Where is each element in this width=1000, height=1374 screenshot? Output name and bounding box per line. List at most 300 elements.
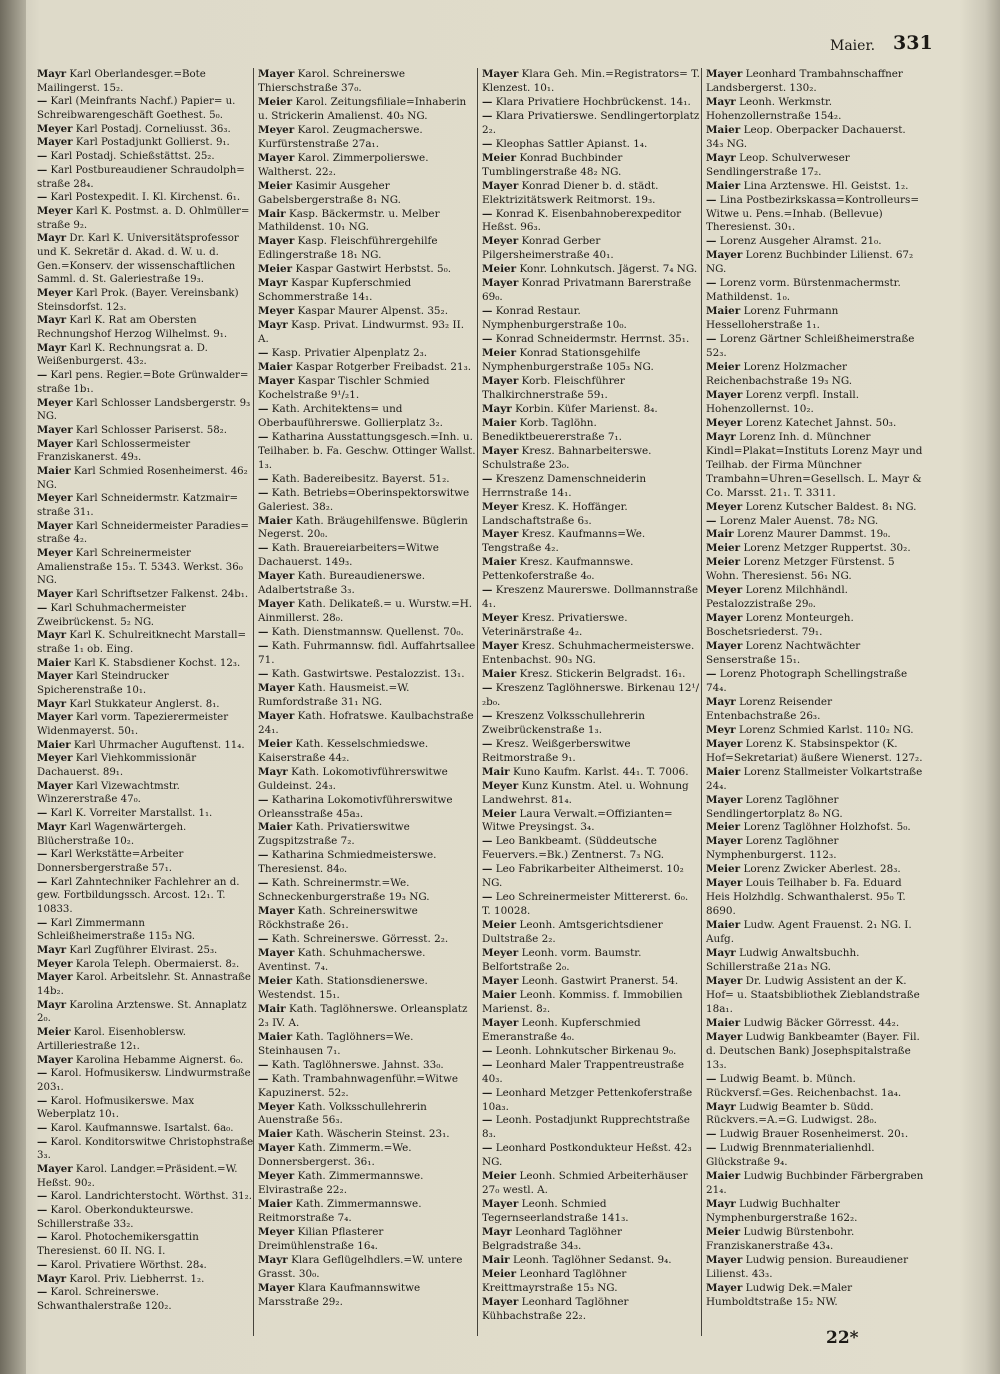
entry-details: Kath. Wäscherin Steinst. 23₁. — [295, 1128, 450, 1141]
entry-details: Karl Postbureaudiener Schraudolph= straße 28₄. — [37, 164, 245, 190]
entry-surname: — — [706, 1072, 717, 1085]
entry-details: Karl Steindrucker Spicherenstraße 10₁. — [37, 671, 169, 696]
entry-details: Kath. Volksschullehrerin Auenstraße 56₃. — [258, 1100, 427, 1127]
entry-details: Kath. Delikateß.= u. Wurstw.=H. Ainmillerst. 28₀. — [258, 598, 473, 625]
directory-entry — [482, 1142, 700, 1170]
directory-entry — [37, 1204, 255, 1231]
directory-entry — [482, 989, 700, 1017]
entry-surname: — — [37, 1135, 48, 1148]
entry-surname: Mayer — [706, 1281, 743, 1294]
entry-details: Ludwig Bankbeamter (Bayer. Fil. d. Deutschen Bank) Josephspitalstraße 13₃. — [706, 1030, 920, 1071]
entry-surname: Meyer — [258, 1226, 295, 1239]
directory-entry — [706, 194, 924, 236]
entry-details: Karl Oberlandesger.=Bote Mailingerst. 15₂. — [37, 69, 206, 94]
directory-entry — [482, 180, 700, 208]
entry-details: Katharina Schmiedmeisterswe. Theresienst. 84₀. — [258, 849, 437, 876]
directory-entry — [706, 515, 924, 529]
entry-surname: — — [706, 667, 717, 680]
entry-surname: Meyer — [482, 235, 519, 248]
entry-details: Ludwig Buchbinder Färbergraben 21₄. — [706, 1170, 924, 1197]
entry-surname: Mayer — [706, 793, 743, 806]
directory-entry — [706, 835, 924, 863]
entry-details: Karol. Landrichterstocht. Wörthst. 31₂. — [50, 1191, 252, 1203]
entry-surname: — — [258, 486, 269, 499]
directory-entry — [706, 235, 924, 249]
directory-entry — [706, 277, 924, 305]
entry-surname: — — [482, 891, 493, 904]
entry-surname: Meier — [706, 542, 741, 555]
directory-entry — [706, 1226, 924, 1254]
entry-surname: Mayer — [706, 1254, 743, 1267]
entry-details: Klara Privatiere Hochbrückenst. 14₁. — [495, 95, 691, 108]
entry-details: Lorenz Zwicker Aberlest. 28₃. — [743, 863, 901, 876]
directory-entry — [706, 766, 924, 794]
entry-surname: Mayer — [482, 374, 519, 387]
entry-details: Leo Schreinermeister Mittererst. 6₀. T. 10028. — [482, 891, 689, 918]
entry-surname: Mayr — [258, 319, 288, 332]
entry-surname: Mayer — [706, 68, 743, 80]
entry-surname: Mayr — [706, 695, 736, 708]
entry-surname: Meier — [37, 1026, 71, 1039]
directory-entry — [482, 347, 700, 375]
entry-surname: Meyer — [706, 416, 743, 429]
entry-surname: Mayer — [37, 971, 73, 984]
entry-details: Konrad Privatmann Barerstraße 69₀. — [482, 277, 692, 304]
directory-entry — [258, 626, 476, 640]
entry-details: Katharina Ausstattungsgesch.=Inh. u. Teilhaber. b. Fa. Geschw. Ottinger Wallst. 1₃. — [258, 430, 476, 471]
entry-surname: Mayr — [706, 430, 736, 443]
entry-surname: Meyer — [37, 122, 73, 135]
entry-details: Kath. Zimmermannswe. Reitmorstraße 7₄. — [258, 1198, 422, 1225]
directory-entry — [37, 876, 255, 917]
book-gutter — [0, 0, 26, 1374]
directory-entry — [706, 1170, 924, 1198]
directory-entry — [258, 905, 476, 933]
entry-details: Karl Schriftsetzer Falkenst. 24b₁. — [75, 589, 249, 601]
entry-details: Lina Arztenswe. Hl. Geistst. 1₂. — [743, 179, 909, 192]
directory-entry — [706, 738, 924, 766]
entry-details: Konrad Schneidermstr. Herrnst. 35₁. — [495, 333, 690, 346]
entry-surname: — — [37, 1231, 48, 1244]
entry-details: Kresz. Weißgerberswitwe Reitmorstraße 9₁. — [482, 737, 631, 764]
entry-surname: Meyer — [258, 305, 295, 318]
entry-details: Kreszenz Maurerswe. Dollmannstraße 4₁. — [482, 584, 699, 611]
entry-details: Karl K. Postmst. a. D. Ohlmüller= straße 9₂. — [37, 205, 250, 231]
entry-surname: Meyer — [482, 947, 519, 960]
entry-details: Karl Vizewachtmstr. Winzererstraße 47₀. — [37, 780, 180, 806]
entry-surname: Meier — [706, 863, 741, 876]
directory-entry — [706, 124, 924, 152]
entry-surname: Mayr — [482, 402, 512, 415]
entry-details: Ludwig Anwaltsbuchh. Schillerstraße 21a₃ NG. — [706, 947, 860, 973]
entry-details: Karol. Kaufmannswe. Isartalst. 6a₀. — [50, 1122, 234, 1134]
entry-surname: Mayer — [706, 1030, 743, 1043]
directory-entry — [258, 1170, 476, 1198]
entry-details: Lorenz Gärtner Schleißheimerstraße 52₃. — [706, 333, 915, 360]
directory-entry — [37, 150, 255, 164]
entry-details: Karl Wagenwärtergeh. Blücherstraße 10₂. — [37, 821, 187, 847]
entry-details: Karola Teleph. Obermaierst. 8₂. — [75, 958, 240, 970]
entry-surname: Meier — [482, 919, 517, 932]
entry-details: Karol. Landger.=Präsident.=W. Heßst. 90₂. — [37, 1164, 238, 1189]
entry-surname: Meyer — [482, 500, 519, 513]
entry-details: Kath. Bureaudienerswe. Adalbertstraße 3₃. — [258, 570, 426, 597]
entry-details: Kunz Kunstm. Atel. u. Wohnung Landwehrst. 81₄. — [482, 779, 689, 806]
entry-surname: Maier — [258, 1128, 293, 1141]
directory-entry — [258, 570, 476, 598]
entry-surname: — — [482, 137, 493, 150]
entry-surname: — — [37, 1286, 48, 1299]
directory-entry — [258, 403, 476, 431]
directory-entry — [258, 347, 476, 361]
entry-details: Karl Schneidermeister Paradies= straße 4₂. — [37, 520, 249, 546]
directory-entry — [258, 682, 476, 710]
entry-surname: Mayer — [258, 235, 295, 248]
directory-entry — [482, 863, 700, 891]
entry-surname: Mayer — [258, 1142, 295, 1155]
entry-details: Kath. Schreinerswe. Görresst. 2₂. — [271, 933, 449, 946]
directory-entry — [482, 473, 700, 501]
entry-details: Lorenz Nachtwächter Senserstraße 15₁. — [706, 640, 861, 667]
entry-details: Kresz. Stickerin Belgradst. 16₁. — [519, 667, 686, 680]
entry-surname: Mayr — [37, 341, 67, 354]
directory-entry — [706, 180, 924, 194]
entry-details: Klara Geflügelhdlers.=W. untere Grasst. 30₀. — [258, 1254, 463, 1280]
entry-details: Kresz. Kaufmannswe. Pettenkoferstraße 4₀. — [482, 556, 634, 583]
entry-details: Karol. Priv. Liebherrst. 1₂. — [69, 1273, 205, 1285]
directory-entry — [706, 1282, 924, 1310]
entry-details: Lorenz vorm. Bürstenmachermstr. Mathildenst. 1₀. — [706, 277, 901, 304]
directory-entry — [706, 696, 924, 724]
entry-details: Ludwig Beamter b. Südd. Rückvers.=A.=G. Ludwigst. 28₀. — [706, 1100, 877, 1127]
entry-surname: Meyer — [706, 584, 743, 597]
directory-entry — [706, 389, 924, 417]
directory-entry — [37, 821, 255, 848]
entry-details: Dr. Karl K. Universitätsprofessor und K. Sekretär d. Akad. d. W. u. d. Gen.=Konserv. der wissenschaftlichen Samml. d. St. Galeriestraße 19₃. — [37, 233, 239, 286]
entry-surname: Mayer — [706, 249, 743, 262]
entry-details: Lorenz Ausgeher Alramst. 21₀. — [719, 235, 882, 248]
entry-details: Karl pens. Regier.=Bote Grünwalder= straße 1b₁. — [37, 370, 249, 395]
entry-surname: — — [258, 793, 269, 806]
directory-entry — [706, 640, 924, 668]
directory-entry — [706, 501, 924, 515]
directory-entry — [37, 944, 255, 958]
entry-details: Ludwig pension. Bureaudiener Lilienst. 43₃. — [706, 1254, 909, 1280]
printer-signature: 22* — [826, 1328, 859, 1348]
directory-entry — [258, 1031, 476, 1059]
entry-surname: — — [482, 681, 493, 694]
entry-details: Kath. Hausmeist.=W. Rumfordstraße 31₁ NG. — [258, 681, 410, 708]
directory-entry — [706, 584, 924, 612]
directory-entry — [37, 520, 255, 547]
entry-details: Lorenz Schmied Karlst. 110₂ NG. — [738, 723, 914, 736]
directory-entry — [37, 958, 255, 972]
directory-entry — [258, 1101, 476, 1129]
directory-entry — [706, 612, 924, 640]
entry-surname: Meier — [706, 1226, 741, 1239]
directory-entry — [482, 333, 700, 347]
entry-surname: Mayer — [37, 588, 73, 601]
entry-surname: Mayr — [706, 1100, 736, 1113]
directory-entry — [37, 342, 255, 369]
entry-surname: Mayr — [37, 68, 67, 80]
directory-entry — [37, 1067, 255, 1094]
entry-details: Konrad Diener b. d. städt. Elektrizitätswerk Reitmorst. 19₃. — [482, 179, 659, 206]
entry-details: Karol. Hofmusikersw. Lindwurmstraße 203₁. — [37, 1068, 251, 1093]
entry-details: Kasimir Ausgeher Gabelsbergerstraße 8₁ NG. — [258, 179, 401, 206]
entry-surname: Mayr — [37, 232, 67, 245]
entry-surname: — — [258, 542, 269, 555]
directory-entry — [258, 1254, 476, 1282]
directory-column-1 — [37, 68, 255, 1314]
entry-surname: Mayr — [258, 277, 288, 290]
entry-surname: — — [37, 1094, 48, 1107]
entry-details: Leonhard Metzger Pettenkoferstraße 10a₃. — [482, 1086, 693, 1113]
entry-surname: — — [258, 1058, 269, 1071]
entry-surname: Meier — [482, 1170, 517, 1183]
entry-surname: Mayer — [258, 151, 295, 164]
directory-entry — [37, 807, 255, 821]
entry-details: Lorenz Fuhrmann Hesselloherstraße 1₁. — [706, 305, 839, 332]
entry-surname: Meier — [482, 263, 517, 276]
entry-details: Karl Werkstätte=Arbeiter Donnersbergerstraße 57₁. — [37, 849, 184, 874]
entry-details: Kath. Dienstmannsw. Quellenst. 70₀. — [271, 626, 464, 639]
entry-surname: — — [258, 849, 269, 862]
entry-details: Lorenz Taglöhner Nymphenburgerst. 112₃. — [706, 835, 839, 862]
entry-details: Kath. Gastwirtswe. Pestalozzist. 13₁. — [271, 667, 465, 680]
directory-entry — [258, 849, 476, 877]
entry-details: Lorenz Holzmacher Reichenbachstraße 19₃ NG. — [706, 361, 853, 387]
entry-details: Kath. Brauereiarbeiters=Witwe Dachauerst. 149₃. — [258, 542, 439, 569]
entry-surname: Mayr — [706, 947, 736, 960]
directory-entry — [258, 124, 476, 152]
entry-surname: — — [482, 333, 493, 346]
entry-surname: — — [706, 1142, 717, 1155]
directory-entry — [706, 1198, 924, 1226]
directory-entry — [482, 766, 700, 780]
entry-details: Leonh. Schmied Tegernseerlandstraße 141₃. — [482, 1198, 629, 1225]
entry-surname: — — [37, 1121, 48, 1134]
entry-surname: Meier — [258, 737, 293, 750]
entry-details: Konrad Buchbinder Tumblingerstraße 48₂ NG. — [482, 151, 623, 178]
entry-surname: — — [482, 1114, 493, 1127]
entry-surname: Mayr — [258, 765, 288, 778]
entry-details: Kaspar Tischler Schmied Kochelstraße 9¹/₂1. — [258, 374, 430, 401]
entry-surname: Mayr — [706, 151, 736, 164]
entry-surname: — — [482, 305, 493, 318]
directory-entry — [482, 235, 700, 263]
entry-surname: Mayer — [258, 374, 295, 387]
entry-details: Laura Verwalt.=Offizianten= Witwe Preysingst. 3₄. — [482, 807, 673, 834]
entry-surname: Mayer — [482, 179, 519, 192]
page-number: 331 — [893, 32, 933, 54]
entry-details: Lorenz Maurer Dammst. 19₀. — [736, 528, 891, 541]
entry-details: Leop. Oberpacker Dachauerst. 34₃ NG. — [706, 123, 906, 150]
directory-entry — [706, 96, 924, 124]
entry-details: Leonhard Taglöhner Belgradstraße 34₃. — [482, 1226, 622, 1253]
directory-entry — [258, 668, 476, 682]
directory-entry — [258, 208, 476, 236]
entry-details: Kath. Hofratswe. Kaulbachstraße 24₁. — [258, 709, 474, 736]
entry-details: Kath. Taglöhnerswe. Jahnst. 33₀. — [271, 1058, 444, 1071]
entry-surname: Meyr — [706, 723, 736, 736]
entry-details: Karl Schreinermeister Amalienstraße 15₃. T. 5343. Werkst. 36₀ NG. — [37, 548, 243, 587]
entry-surname: Mayer — [258, 947, 295, 960]
entry-surname: Maier — [37, 738, 71, 751]
entry-details: Karl Zimmermann Schleißheimerstraße 115₃ NG. — [37, 917, 196, 943]
entry-surname: Meyer — [37, 957, 73, 970]
directory-entry — [482, 1087, 700, 1115]
entry-surname: Meier — [258, 179, 293, 192]
directory-entry — [706, 1254, 924, 1282]
entry-surname: — — [482, 95, 493, 108]
entry-surname: Mair — [706, 528, 734, 541]
entry-details: Kath. Schreinerswitwe Röckhstraße 26₁. — [258, 905, 418, 932]
directory-entry — [37, 369, 255, 396]
entry-surname: Maier — [706, 123, 741, 136]
directory-entry — [258, 263, 476, 277]
entry-details: Karol. Privatiere Wörthst. 28₄. — [50, 1259, 207, 1271]
entry-surname: — — [258, 1072, 269, 1085]
directory-entry — [706, 1142, 924, 1170]
entry-details: Kresz. Schuhmachermeisterswe. Entenbachst. 90₃ NG. — [482, 640, 695, 667]
entry-surname: Meyer — [258, 1100, 295, 1113]
entry-details: Karol. Oberkondukteurswe. Schillerstraße 33₂. — [37, 1205, 194, 1230]
entry-surname: Mayr — [37, 629, 67, 642]
directory-entry — [706, 305, 924, 333]
entry-surname: Maier — [706, 765, 741, 778]
entry-details: Leonh. Gastwirt Pranerst. 54. — [521, 974, 679, 987]
directory-entry — [482, 1170, 700, 1198]
directory-entry — [258, 766, 476, 794]
directory-entry — [482, 808, 700, 836]
directory-entry — [706, 68, 924, 96]
directory-entry — [258, 1003, 476, 1031]
entry-details: Lorenz Metzger Ruppertst. 30₂. — [743, 542, 911, 555]
entry-details: Karl Zahntechniker Fachlehrer an d. gew. Fortbildungssch. Arcost. 12₁. T. 10833. — [37, 876, 240, 915]
entry-details: Karl Postadj. Schießstättst. 25₂. — [50, 151, 215, 163]
entry-details: Leonhard Taglöhner Kreittmayrstraße 15₃ NG. — [482, 1267, 627, 1294]
directory-entry — [258, 235, 476, 263]
entry-details: Lorenz Taglöhner Holzhofst. 5₀. — [743, 821, 911, 834]
entry-surname: — — [482, 472, 493, 485]
entry-surname: Meier — [482, 807, 517, 820]
directory-entry — [37, 1095, 255, 1122]
entry-surname: Mayer — [258, 68, 295, 80]
entry-details: Karol. Schreinerswe Thierschstraße 37₀. — [258, 68, 406, 94]
entry-surname: — — [706, 277, 717, 290]
directory-entry — [37, 1273, 255, 1287]
directory-entry — [706, 668, 924, 696]
entry-surname: — — [482, 584, 493, 597]
entry-details: Kilian Pflasterer Dreimühlenstraße 16₄. — [258, 1226, 384, 1253]
entry-details: Karl Viehkommissionär Dachauerst. 89₁. — [37, 753, 197, 779]
directory-entry — [482, 417, 700, 445]
directory-entry — [482, 152, 700, 180]
entry-details: Karl K. Rat am Obersten Rechnungshof Herzog Wilhelmst. 9₁. — [37, 315, 228, 341]
directory-entry — [706, 431, 924, 501]
entry-surname: — — [37, 191, 48, 204]
directory-entry — [37, 164, 255, 191]
entry-surname: Mair — [258, 207, 286, 220]
entry-surname: Mayer — [37, 1163, 73, 1175]
entry-surname: Mayer — [482, 1198, 519, 1211]
directory-entry — [258, 319, 476, 347]
entry-details: Karl Zugführer Elvirast. 25₃. — [69, 945, 218, 956]
entry-details: Lorenz Inh. d. Münchner Kindl=Plakat=Instituts Lorenz Mayr und Teilhab. der Firma Münchner Trambahn=Uhren=Gesellsch. L. Mayr & Co. Marsst. 21₁. T. 3311. — [706, 430, 923, 499]
entry-details: Kreszenz Damenschneiderin Herrnstraße 14₁. — [482, 472, 647, 499]
entry-details: Dr. Ludwig Assistent an der K. Hof= u. Staatsbibliothek Zieblandstraße 18a₁. — [706, 974, 920, 1015]
directory-entry — [482, 528, 700, 556]
entry-details: Leonh. Lohnkutscher Birkenau 9₀. — [495, 1044, 677, 1057]
entry-surname: — — [37, 95, 48, 108]
directory-entry — [258, 640, 476, 668]
entry-surname: Meyer — [258, 1170, 295, 1183]
directory-entry — [482, 891, 700, 919]
entry-details: Korb. Fleischführer Thalkirchnerstraße 59₁. — [482, 374, 625, 401]
entry-surname: Mayr — [37, 697, 67, 710]
entry-surname: Mayr — [37, 1272, 67, 1285]
entry-surname: Meyer — [482, 612, 519, 625]
entry-details: Ludw. Agent Frauenst. 2₁ NG. I. Aufg. — [706, 919, 912, 946]
entry-details: Leonhard Taglöhner Kühbachstraße 22₂. — [482, 1295, 629, 1322]
directory-entry — [37, 232, 255, 287]
entry-details: Kreszenz Volksschullehrerin Zweibrückenstraße 1₃. — [482, 709, 645, 736]
directory-entry — [37, 1231, 255, 1258]
directory-entry — [258, 1282, 476, 1310]
directory-entry — [482, 1254, 700, 1268]
directory-column-4 — [706, 68, 924, 1310]
entry-details: Ludwig Bürstenbohr. Franziskanerstraße 43₄. — [706, 1226, 855, 1253]
entry-surname: Mayer — [706, 877, 743, 890]
directory-entry — [37, 848, 255, 875]
entry-surname: — — [37, 1067, 48, 1080]
directory-entry — [258, 96, 476, 124]
directory-entry — [482, 501, 700, 529]
entry-details: Lorenz Kutscher Baldest. 8₁ NG. — [745, 500, 917, 513]
directory-entry — [706, 877, 924, 919]
entry-surname: — — [258, 472, 269, 485]
entry-surname: Mayer — [482, 1295, 519, 1308]
entry-details: Karol. Photochemikersgattin Theresienst. 60 II. NG. I. — [37, 1232, 199, 1258]
directory-entry — [258, 431, 476, 473]
entry-details: Kasp. Bäckermstr. u. Melber Mathildenst. 10₁ NG. — [258, 207, 440, 234]
entry-surname: — — [706, 1128, 717, 1141]
entry-details: Karol. Hofmusikerswe. Max Weberplatz 10₁. — [37, 1095, 195, 1121]
directory-entry — [37, 739, 255, 753]
entry-surname: Maier — [706, 1170, 741, 1183]
directory-entry — [706, 556, 924, 584]
directory-entry — [482, 110, 700, 138]
directory-entry — [482, 375, 700, 403]
entry-surname: — — [37, 1190, 48, 1203]
entry-surname: — — [37, 848, 48, 861]
directory-entry — [37, 314, 255, 341]
entry-surname: — — [258, 402, 269, 415]
entry-details: Lorenz verpfl. Install. Hohenzollernst. 10₂. — [706, 388, 860, 415]
entry-details: Leonh. Kommiss. f. Immobilien Marienst. 8₂. — [482, 988, 683, 1015]
entry-details: Leonh. Taglöhner Sedanst. 9₄. — [512, 1254, 672, 1267]
directory-entry — [258, 152, 476, 180]
entry-surname: Mair — [482, 1254, 510, 1267]
directory-entry — [482, 612, 700, 640]
entry-details: Karolina Hebamme Aignerst. 6₀. — [75, 1054, 244, 1066]
directory-entry — [258, 1059, 476, 1073]
directory-entry — [37, 1286, 255, 1313]
entry-surname: — — [482, 1058, 493, 1071]
directory-entry — [258, 1073, 476, 1101]
entry-surname: Mayr — [706, 1198, 736, 1211]
